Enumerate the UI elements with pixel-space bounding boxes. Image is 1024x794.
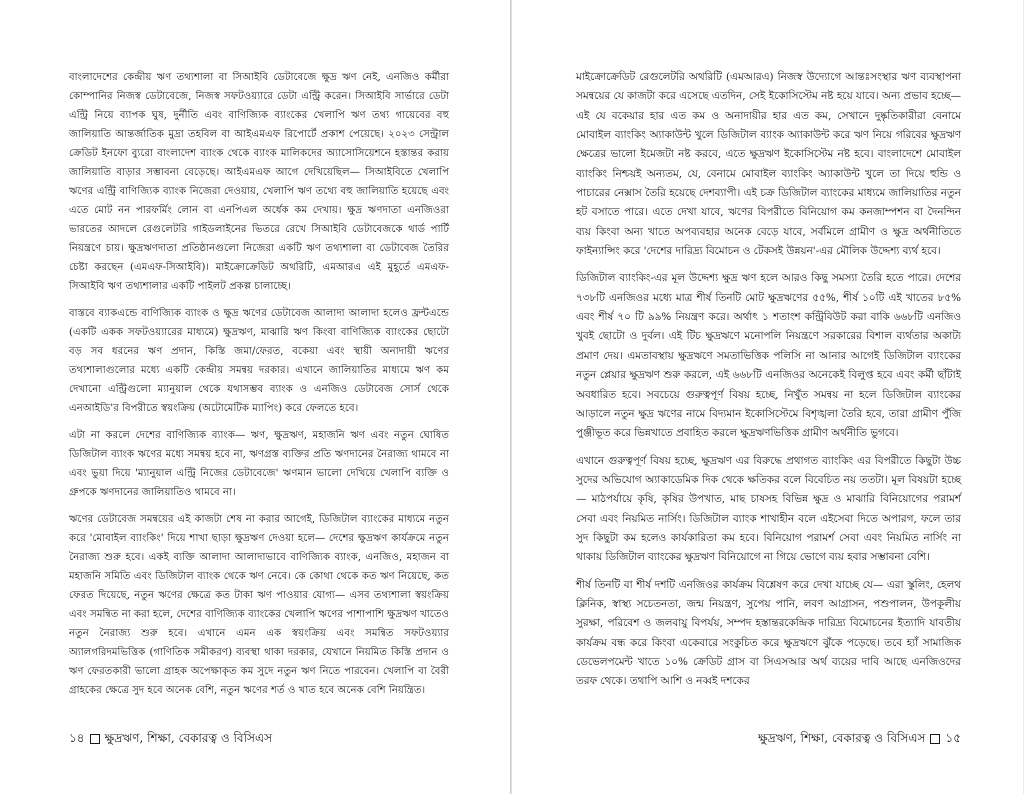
square-separator-icon — [930, 734, 940, 744]
left-paragraph-2: বাস্তবে ব্যাকএন্ডে বাণিজ্যিক ব্যাংক ও ক্ষুদ্র ঋণের ডেটাবেজ আলাদা আলাদা হলেও ফ্রন্টএন্ডে (একটি একক সফটওয়্যারের মাধ্যমে) ক্ষুদ্রঋণ, মাঝারি ঋণ কিংবা বাণিজ্যিক ব্যাংকের ছোটো বড় সব ধরনের ঋণ প্রদান, কিস্তি জমা/ফেরত, বকেয়া এবং স্থায়ী অনাদায়ী ঋণের তথ্যশালাগুলোর মধ্যে একটি কেন্দ্রীয় সমন্বয় দরকার। এখানে জালিয়াতির মাধ্যমে ঋণ কম দেখানো এন্ট্রিগুলো ম্যানুয়াল থেকে যথাসম্ভব ব্যাংক ও এনজিও ডেটাবেজ সোর্স থেকে এনআইডি'র বিপরীতে স্বয়ংক্রিয় (অটোমেটিক ম্যাপিং) করে ফেলতে হবে। — [69, 308, 449, 414]
square-separator-icon — [90, 734, 100, 744]
left-page-number: ১৪ — [69, 731, 85, 745]
right-paragraph-3: এখানে গুরুত্বপূর্ণ বিষয় হচ্ছে, ক্ষুদ্রঋণ এর বিরুদ্ধে প্রথাগত ব্যাংকিং এর বিপরীতে কিছুটা উচ্চ সুদের অভিযোগ অ্যাকাডেমিক দিক থেকে ক্ষতিকর বলে বিবেচিত নয় ততটা। মূল বিষয়টা হচ্ছে— মাঠপর্যায়ে কৃষি, কৃষির উপখাত, মাছ চাষসহ বিভিন্ন ক্ষুদ্র ও মাঝারি বিনিয়োগের পরামর্শ সেবা এবং নিয়মিত নার্সিং। ডিজিটাল ব্যাংক শাখাহীন বলে এইসেবা দিতে অপারগ, ফলে তার সুদ কিছুটা কম হলেও কার্যকারিতা কম হবে। বিনিয়োগ পরামর্শ সেবা এবং নিয়মিত নার্সিং না থাকায় ডিজিটাল ব্যাংকের ক্ষুদ্রঋণ বিনিয়োগে না গিয়ে ভোগে ব্যয় হবার সম্ভাবনা বেশি। — [576, 454, 961, 564]
left-page-footer — [69, 730, 272, 746]
right-paragraph-1: মাইক্রোক্রেডিট রেগুলেটরি অথরিটি (এমআরএ) নিজস্ব উদ্যোগে আন্তঃসংস্থার ঋণ ব্যবস্থাপনা সমন্বয়ের যে কাজটা করে এসেছে এতদিন, সেই ইকোসিস্টেম নষ্ট হয়ে যাবে। অন্য প্রভাব হচ্ছে— এই যে বকেয়ার হার এত কম ও অনাদায়ীর হার এত কম, সেখানে দুষ্কৃতিকারীরা বেনামে মোবাইল ব্যাংকিং অ্যাকাউন্ট খুলে ডিজিটাল ব্যাংক অ্যাকাউন্ট করে ঋণ নিয়ে গরিবের ক্ষুদ্রঋণ ক্ষেত্রের ভালো ইমেজটা নষ্ট করবে, এতে ক্ষুদ্রঋণ ইকোসিস্টেম নষ্ট হবে। বাংলাদেশে মোবাইল ব্যাংকিং নিশ্চয়ই অন্যতম, যে, বেনামে মোবাইল ব্যাংকিং অ্যাকাউন্ট খুলে তা দিয়ে হুন্ডি ও পাচারের নেক্সাস তৈরি হয়েছে দেশব্যাপী। এই চক্র ডিজিটাল ব্যাংকের মাধ্যমে জালিয়াতির নতুন হট বসাতে পারে। এতে দেখা যাবে, ঋণের বিপরীতে বিনিয়োগ কম কনজাম্পশন বা দৈনন্দিন ব্যয় কিংবা অন্য খাতে অপব্যবহার অনেক বেড়ে যাবে, সর্বমিলে গ্রামীণ ও ক্ষুদ্র অর্থনীতিতে ফাইন্যান্সিং করে 'দেশের দারিদ্র্য বিমোচন ও টেকসই উন্নয়ন'-এর মৌলিক উদ্দেশ্য ব্যর্থ হবে। — [576, 71, 961, 258]
left-running-title: ক্ষুদ্রঋণ, শিক্ষা, বেকারত্ব ও বিসিএস — [104, 731, 272, 745]
right-paragraph-4: শীর্ষ তিনটি বা শীর্ষ দশটি এনজিওর কার্যক্রম বিশ্লেষণ করে দেখা যাচ্ছে যে— এরা স্কুলিং, হেলথ ক্লিনিক, স্বাস্থ্য সচেতনতা, জন্ম নিয়ন্ত্রণ, সুপেয় পানি, লবণ আগ্রাসন, পশুপালন, উপকূলীয় সুরক্ষা, পরিবেশ ও জলবায়ু বিপর্যয়, সম্পদ হস্তান্তরকেন্দ্রিক দারিদ্র্য বিমোচনের ইত্যাদি যাবতীয় কার্যক্রম বন্ধ করে কিংবা একেবারে সংকুচিত করে ক্ষুদ্রঋণে ঝুঁকে পড়েছে। তবে হ্যাঁ সামাজিক ডেভেলপমেন্ট খাতে ১০% ক্রেডিট গ্রাস বা সিএসআর অর্থ ব্যয়ের দাবি আছে এনজিওদের তরফ থেকে। তথাপি আশি ও নব্বই দশকের — [576, 578, 961, 688]
right-paragraph-2: ডিজিটাল ব্যাংকিং-এর মূল উদ্দেশ্য ক্ষুদ্র ঋণ হলে আরও কিছু সমস্যা তৈরি হতে পারে। দেশের ৭৩৮টি এনজিওর মধ্যে মাত্র শীর্ষ তিনটি মোট ক্ষুদ্রঋণের ৫৫%, শীর্ষ ১০টি এই খাতের ৮৫% এবং শীর্ষ ৭০ টি ৯৯% নিয়ন্ত্রণ করে। অর্থাৎ ১ শতাংশ কন্ট্রিবিউট করা বাকি ৬৬৮টি এনজিও খুবই ছোটো ও দুর্বল। এই টিচ ক্ষুদ্রঋণে মনোপলি নিয়ন্ত্রণে সরকারের বিশাল ব্যর্থতার অকাট্য প্রমাণ দেয়। এমতাবস্থায় ক্ষুদ্রঋণে সমতাভিত্তিক পলিসি না আনার আগেই ডিজিটাল ব্যাংকের নতুন প্লেয়ার ক্ষুদ্রঋণ শুরু করলে, এই ৬৬৮টি এনজিওর অনেকেই বিলুপ্ত হবে এবং কর্মী ছাঁটাই অবধারিত হবে। সবচেয়ে গুরুত্বপূর্ণ বিষয় হচ্ছে, নিখুঁত সমন্বয় না হলে ডিজিটাল ব্যাংকের আড়ালে নতুন ক্ষুদ্র ঋণের নামে বিদ্যমান ইকোসিস্টেমে বিশৃঙ্খলা তৈরি হবে, তারা গ্রামীণ পুঁজি পুঞ্জীভূত করে ভিন্নখাতে প্রবাহিত করলে ক্ষুদ্রঋণভিত্তিক গ্রামীণ অর্থনীতি ভুগবে। — [576, 272, 961, 440]
left-page — [0, 0, 511, 794]
right-page-footer — [758, 730, 961, 746]
left-page-body — [69, 68, 449, 708]
right-running-title: ক্ষুদ্রঋণ, শিক্ষা, বেকারত্ব ও বিসিএস — [758, 731, 926, 745]
left-paragraph-4: ঋণের ডেটাবেজ সমন্বয়ের এই কাজটা শেষ না করার আগেই, ডিজিটাল ব্যাংকের মাধ্যমে নতুন করে 'মোবাইল ব্যাংকিং' দিয়ে শাখা ছাড়া ক্ষুদ্রঋণ দেওয়া হলে— দেশের ক্ষুদ্রঋণ কার্যক্রমে নতুন নৈরাজ্য শুরু হবে। একই ব্যক্তি আলাদা আলাদাভাবে বাণিজ্যিক ব্যাংক, এনজিও, মহাজন বা মহাজনি সমিতি এবং ডিজিটাল ব্যাংক থেকে ঋণ নেবে। কে কোথা থেকে কত ঋণ নিয়েছে, কত ফেরত দিয়েছে, নতুন ঋণের ক্ষেত্রে কত টাকা ঋণ পাওয়ার যোগ্য— এসব তথ্যশালা স্বয়ংক্রিয় এবং সমন্বিত না করা হলে, দেশের বাণিজ্যিক ব্যাংকের খেলাপি ঋণের পাশাপাশি ক্ষুদ্রঋণ খাতেও নতুন নৈরাজ্য শুরু হবে। এখানে এমন এক স্বয়ংক্রিয় এবং সমন্বিত সফটওয়্যার অ্যালগরিদমভিত্তিক (গাণিতিক সমীকরণ) ব্যবস্থা থাকা দরকার, যেখানে নিয়মিত কিস্তি প্রদান ও ঋণ ফেরতকারী ভালো গ্রাহক অপেক্ষাকৃত কম সুদে নতুন ঋণ নিতে পারবেন। খেলাপি বা বৈরী গ্রাহকের ক্ষেত্রে সুদ হবে অনেক বেশি, নতুন ঋণের শর্ত ও খাত হবে অনেক বেশি নিয়ন্ত্রিত। — [69, 514, 449, 696]
left-paragraph-3: এটা না করলে দেশের বাণিজ্যিক ব্যাংক— ঋণ, ক্ষুদ্রঋণ, মহাজনি ঋণ এবং নতুন ঘোষিত ডিজিটাল ব্যাংক ঋণের মধ্যে সমন্বয় হবে না, ঋণগ্রস্ত ব্যক্তির প্রতি ঋণদানের নৈরাজ্য থামবে না এবং ভুয়া দিয়ে 'ম্যানুয়াল এন্ট্রি নিজের ডেটাবেজে' ঋণমান ভালো দেখিয়ে খেলাপি ব্যক্তি ও গ্রুপকে ঋণদানের জালিয়াতিও থামবে না। — [69, 430, 449, 498]
right-page — [511, 0, 1023, 794]
left-paragraph-1: বাংলাদেশের কেন্দ্রীয় ঋণ তথ্যশালা বা সিআইবি ডেটাবেজে ক্ষুদ্র ঋণ নেই, এনজিও কর্মীরা কোম্পানির নিজস্ব ডেটাবেজে, নিজস্ব সফটওয়্যারে ডেটা এন্ট্রি করেন। সিআইবি সার্ভারে ডেটা এন্ট্রি নিয়ে ব্যাপক ঘুষ, দুর্নীতি এবং বাণিজ্যিক ব্যাংকের খেলাপি ঋণ তথ্য গায়েবের বহু জালিয়াতি আন্তর্জাতিক মুদ্রা তহবিল বা আইএমএফ রিপোর্টে প্রকাশ পেয়েছে। ২০২৩ সেন্ট্রাল ক্রেডিট ইনফো ব্যুরো বাংলাদেশ ব্যাংক থেকে ব্যাংক মালিকদের অ্যাসোসিয়েশনে হস্তান্তর করায় জালিয়াতি বাড়ার সম্ভাবনা বেড়েছে। আইএমএফ আগে দেখিয়েছিল— সিআইবিতে খেলাপি ঋণের এন্ট্রি বাণিজ্যিক ব্যাংক নিজেরা দেওয়ায়, খেলাপি ঋণ তথ্যে বহু জালিয়াতি হয়েছে এবং এতে মোট নন পারফর্মিং লোন বা এনপিএল অর্ধেক কম দেখায়। ক্ষুদ্র ঋণদাতা এনজিওরা ভারতের আদলে রেগুলেটরি গাইডলাইনের ভিতরে রেখে সিআইবি ডেটাবেজকে থার্ড পার্টি নিয়ন্ত্রণে চায়। ক্ষুদ্রঋণদাতা প্রতিষ্ঠানগুলো নিজেরা একটি ঋণ তথ্যশালা বা ডেটাবেজ তৈরির চেষ্টা করছেন (এমএফ-সিআইবি)। মাইক্রোক্রেডিট অথরিটি, এমআরএ এই মুহূর্তে এমএফ-সিআইবি ঋণ তথ্যশালার একটি পাইলট প্রকল্প চালাচ্ছে। — [69, 72, 449, 292]
right-page-number: ১৫ — [945, 731, 961, 745]
right-page-body — [576, 68, 961, 700]
